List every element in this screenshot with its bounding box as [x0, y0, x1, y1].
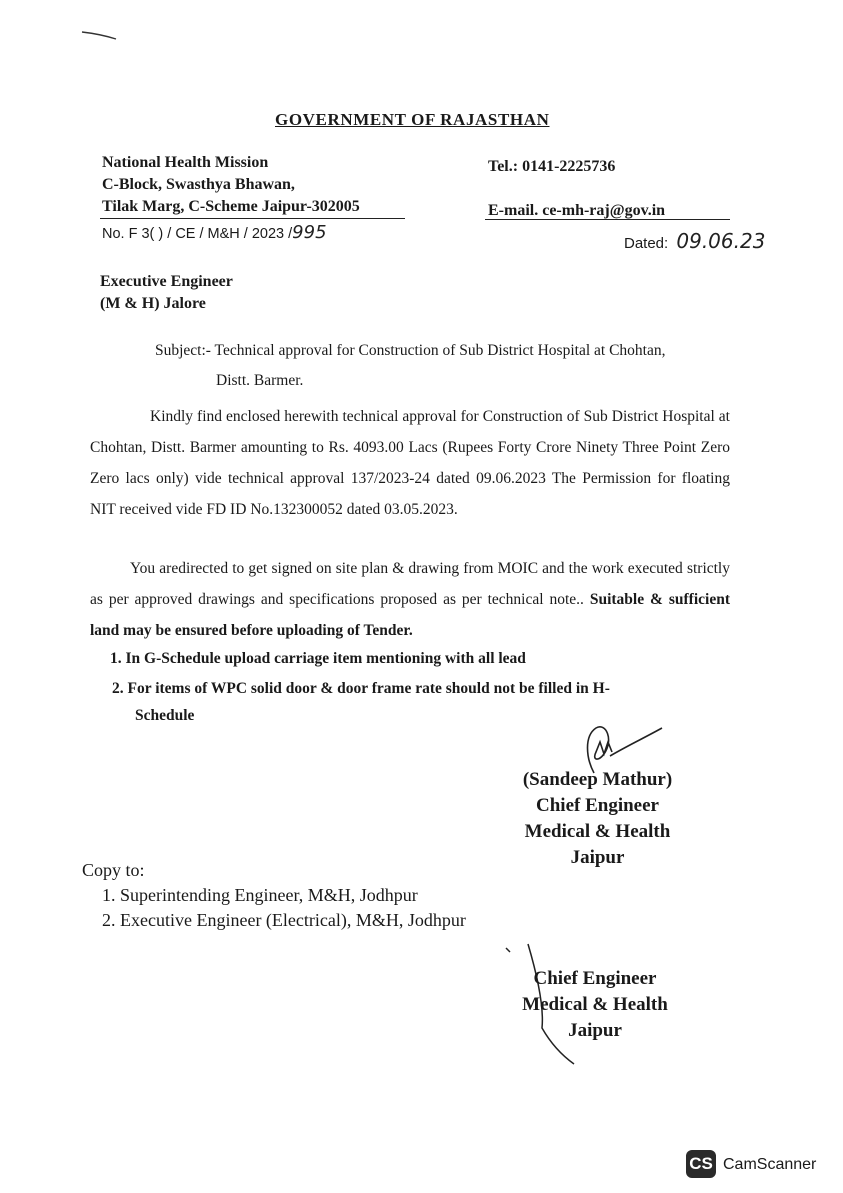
signatory-place: Jaipur — [570, 847, 625, 868]
body-paragraph-2-emphasis: Suitable & sufficient land may be ensured before uploading of Tender. — [90, 591, 730, 639]
camscanner-watermark — [686, 1150, 816, 1178]
org-address-1: C-Block, Swasthya Bhawan, — [102, 176, 295, 193]
instruction-item-2-cont: Schedule — [135, 707, 195, 724]
subject-line-1: Subject:- Technical approval for Construction of Sub District Hospital at Chohtan, — [155, 342, 666, 359]
instruction-item-1: 1. In G-Schedule upload carriage item mentioning with all lead — [110, 650, 526, 667]
addressee-office: (M & H) Jalore — [100, 295, 206, 312]
camscanner-logo-icon: CS — [686, 1150, 716, 1178]
signatory-designation: Chief Engineer — [536, 795, 659, 816]
copy-to-item-1: 1. Superintending Engineer, M&H, Jodhpur — [102, 885, 418, 905]
copy-to-label: Copy to: — [82, 860, 145, 880]
page-title: GOVERNMENT OF RAJASTHAN — [275, 110, 550, 129]
signatory-name: (Sandeep Mathur) — [522, 769, 673, 790]
body-paragraph-2 — [90, 553, 730, 646]
body-paragraph-2-text: You aredirected to get signed on site plan & drawing from MOIC and the work executed strictly as per approved drawings and specifications proposed as per technical note.. — [90, 560, 730, 608]
body-paragraph-1: Kindly find enclosed herewith technical approval for Construction of Sub District Hospital at Chohtan, Distt. Barmer amounting to Rs. 4093.00 Lacs (Rupees Forty Crore Ninety Three Point Zero Zero lacs only) vide technical approval 137/2023-24 dated 09.06.2023 The Permission for floating NIT received vide FD ID No.132300052 dated 03.05.2023. — [90, 408, 730, 518]
date-line — [624, 229, 765, 253]
telephone: Tel.: 0141-2225736 — [488, 158, 616, 175]
signatory2-designation: Chief Engineer — [533, 968, 657, 989]
signatory-department: Medical & Health — [524, 821, 671, 842]
camscanner-text: CamScanner — [723, 1156, 817, 1174]
header-divider-right — [485, 219, 730, 220]
reference-number-handwritten: 995 — [292, 222, 327, 243]
signatory2-place: Jaipur — [568, 1020, 622, 1041]
subject-line-2: Distt. Barmer. — [216, 372, 304, 389]
signatory2-department: Medical & Health — [522, 994, 668, 1015]
addressee-title: Executive Engineer — [100, 273, 233, 290]
reference-number-text: No. F 3( ) / CE / M&H / 2023 / — [102, 226, 293, 242]
dated-label: Dated: — [624, 235, 669, 252]
pen-mark — [80, 28, 120, 42]
instruction-item-2: 2. For items of WPC solid door & door frame rate should not be filled in H- — [112, 680, 610, 697]
org-address-2: Tilak Marg, C-Scheme Jaipur-302005 — [102, 198, 360, 215]
org-name: National Health Mission — [102, 154, 269, 171]
email: E-mail. ce-mh-raj@gov.in — [488, 202, 666, 219]
dated-handwritten: 09.06.23 — [676, 229, 766, 253]
header-divider-left — [100, 218, 405, 219]
reference-number — [102, 222, 327, 243]
copy-to-item-2: 2. Executive Engineer (Electrical), M&H, Jodhpur — [102, 910, 466, 930]
